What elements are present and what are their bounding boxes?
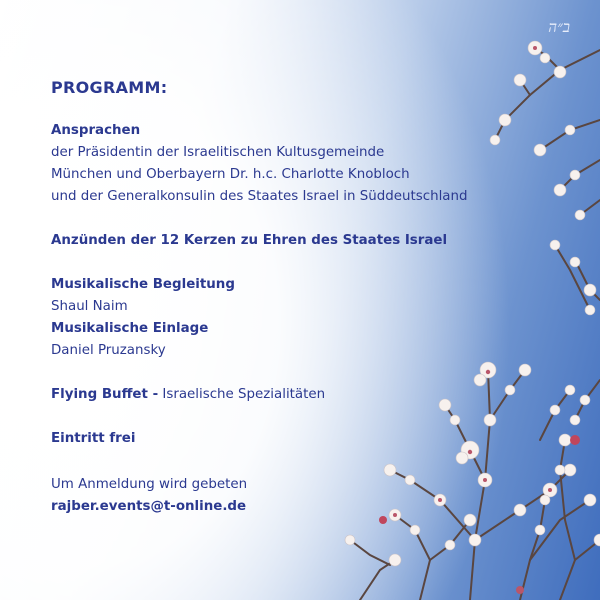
- speeches-line-2: München und Oberbayern Dr. h.c. Charlotte Knobloch: [51, 167, 410, 182]
- candles-lighting: Anzünden der 12 Kerzen zu Ehren des Staates Israel: [51, 233, 448, 248]
- hebrew-header-mark: ב״ה: [548, 18, 570, 36]
- speeches-line-1: der Präsidentin der Israelitischen Kultusgemeinde: [51, 145, 385, 160]
- music-performer: Shaul Naim: [51, 299, 128, 314]
- buffet-line: [51, 386, 325, 404]
- buffet-heading: Flying Buffet -: [51, 387, 159, 402]
- music-heading: Musikalische Begleitung: [51, 277, 235, 292]
- interlude-performer: Daniel Pruzansky: [51, 343, 166, 358]
- interlude-heading: Musikalische Einlage: [51, 321, 209, 336]
- registration-text: Um Anmeldung wird gebeten: [51, 477, 248, 492]
- buffet-text: Israelische Spezialitäten: [158, 387, 326, 402]
- program-title: PROGRAMM:: [51, 78, 168, 97]
- email-link[interactable]: rajber.events@t-online.de: [51, 499, 247, 514]
- speeches-line-3: und der Generalkonsulin des Staates Israel in Süddeutschland: [51, 189, 468, 204]
- speeches-heading: Ansprachen: [51, 123, 141, 138]
- admission-text: Eintritt frei: [51, 431, 136, 446]
